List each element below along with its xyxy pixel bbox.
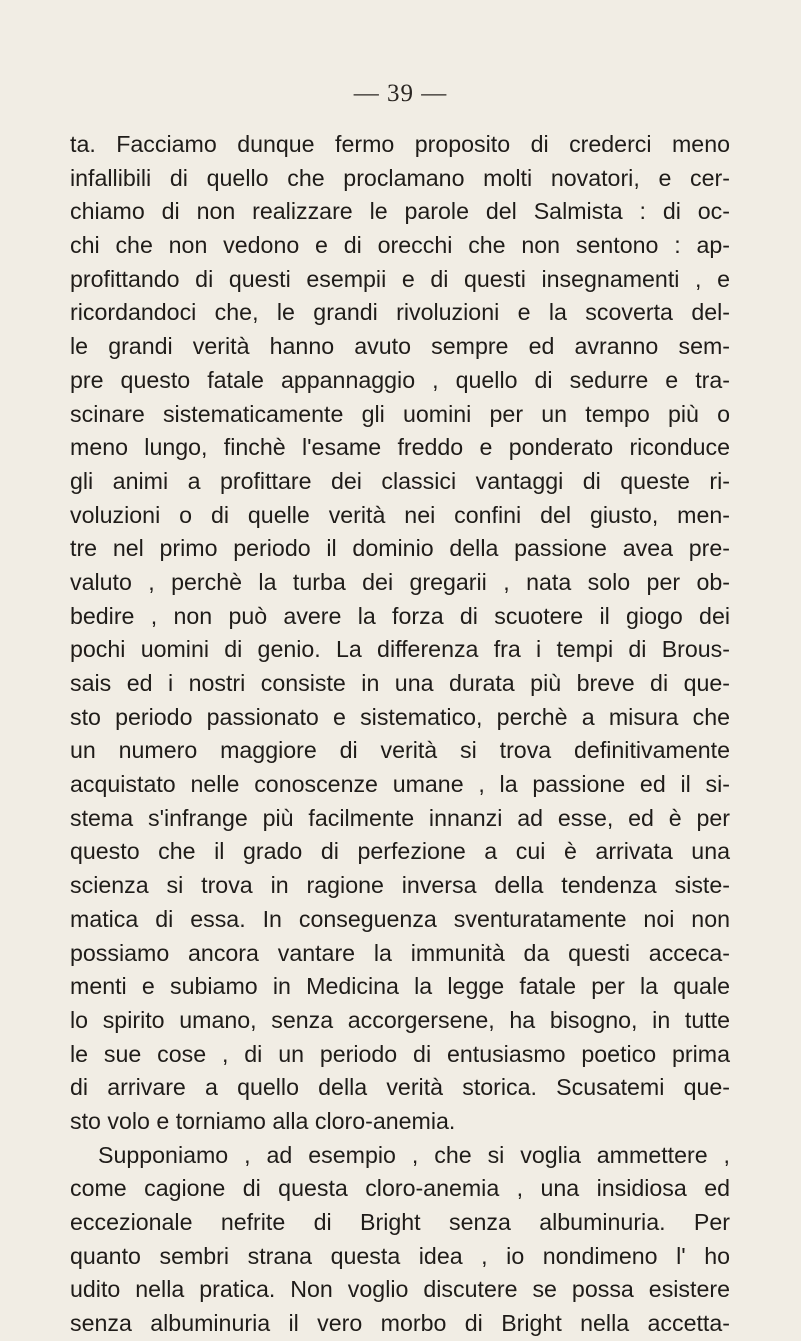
page-number: — 39 —	[353, 80, 448, 107]
text-line: menti e subiamo in Medicina la legge fatale per la quale	[70, 973, 730, 1000]
text-line: acquistato nelle conoscenze umane , la passione ed il si-	[70, 771, 730, 798]
text-line: le grandi verità hanno avuto sempre ed avranno sem-	[70, 333, 730, 360]
text-line: pochi uomini di genio. La differenza fra i tempi di Brous-	[70, 636, 730, 663]
text-line: meno lungo, finchè l'esame freddo e ponderato riconduce	[70, 434, 730, 461]
text-line: le sue cose , di un periodo di entusiasmo poetico prima	[70, 1040, 730, 1067]
text-line: ricordandoci che, le grandi rivoluzioni e la scoverta del-	[70, 299, 730, 326]
text-line: come cagione di questa cloro-anemia , una insidiosa ed	[70, 1175, 730, 1202]
text-line: chi che non vedono e di orecchi che non sentono : ap-	[70, 232, 730, 259]
text-line: possiamo ancora vantare la immunità da questi acceca-	[70, 939, 730, 966]
text-line: pre questo fatale appannaggio , quello di sedurre e tra-	[70, 366, 730, 393]
text-line: voluzioni o di quelle verità nei confini del giusto, men-	[70, 501, 730, 528]
text-line: gli animi a profittare dei classici vantaggi di queste ri-	[70, 467, 730, 494]
text-line: ta. Facciamo dunque fermo proposito di crederci meno	[70, 131, 730, 157]
text-line: quanto sembri strana questa idea , io nondimeno l' ho	[70, 1242, 730, 1269]
text-line: un numero maggiore di verità si trova definitivamente	[70, 737, 730, 764]
text-line: questo che il grado di perfezione a cui è arrivata una	[70, 838, 730, 865]
text-line: Supponiamo , ad esempio , che si voglia ammettere ,	[98, 1141, 730, 1168]
text-line: lo spirito umano, senza accorgersene, ha bisogno, in tutte	[70, 1006, 730, 1033]
text-line: eccezionale nefrite di Bright senza albuminuria. Per	[70, 1209, 730, 1235]
text-line: scinare sistematicamente gli uomini per un tempo più o	[70, 400, 730, 427]
text-line: sto volo e torniamo alla cloro-anemia.	[70, 1107, 456, 1134]
text-line: di arrivare a quello della verità storica. Scusatemi que-	[70, 1074, 730, 1101]
text-line: chiamo di non realizzare le parole del Salmista : di oc-	[70, 198, 730, 225]
text-line: udito nella pratica. Non voglio discutere se possa esistere	[70, 1276, 730, 1303]
text-line: senza albuminuria il vero morbo di Bright nella accetta-	[70, 1310, 730, 1337]
text-line: infallibili di quello che proclamano molti novatori, e cer-	[70, 164, 730, 191]
text-line: valuto , perchè la turba dei gregarii , nata solo per ob-	[70, 568, 730, 595]
text-line: sais ed i nostri consiste in una durata più breve di que-	[70, 670, 730, 696]
text-line: matica di essa. In conseguenza sventuratamente noi non	[70, 905, 730, 932]
body-text	[70, 128, 730, 1341]
text-line: bedire , non può avere la forza di scuotere il giogo dei	[70, 602, 730, 629]
text-line: scienza si trova in ragione inversa della tendenza siste-	[70, 872, 730, 899]
text-line: profittando di questi esempii e di questi insegnamenti , e	[70, 265, 730, 292]
text-line: sto periodo passionato e sistematico, perchè a misura che	[70, 703, 730, 730]
text-line: stema s'infrange più facilmente innanzi ad esse, ed è per	[70, 804, 730, 831]
text-line: tre nel primo periodo il dominio della passione avea pre-	[70, 535, 730, 562]
